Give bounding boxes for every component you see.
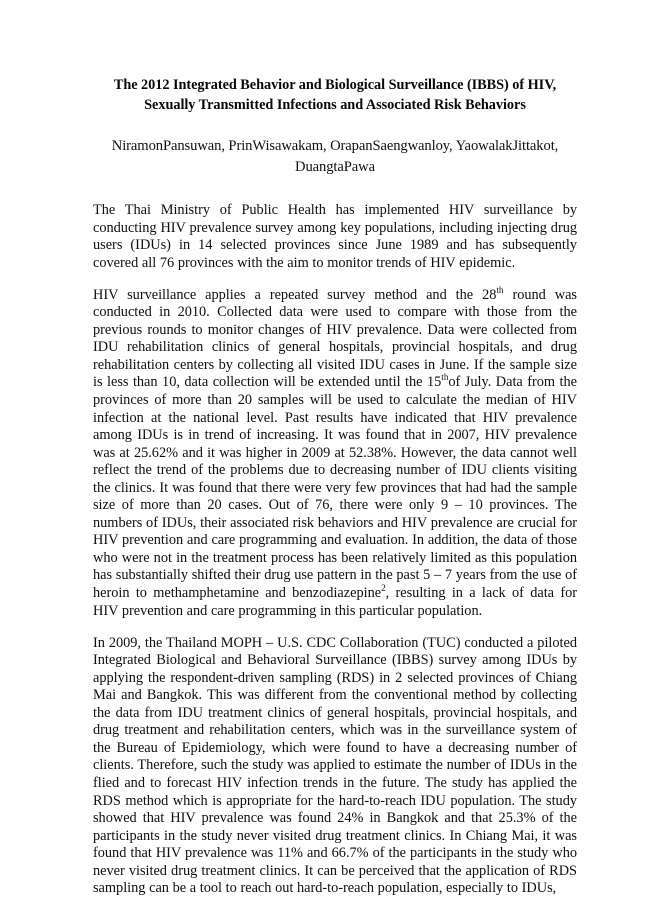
paragraph-2-segment-d: , resulting in a lack of data for HIV prevention and care programming in this particular population. — [93, 584, 577, 619]
body-paragraph-1: The Thai Ministry of Public Health has implemented HIV surveillance by conducting HIV prevalence survey among key populations, including injecting drug users (IDUs) in 14 selected provinces since June 1989 and has subsequently covered all 76 provinces with the aim to monitor trends of HIV epidemic. — [93, 202, 577, 271]
body-paragraph-3: In 2009, the Thailand MOPH – U.S. CDC Collaboration (TUC) conducted a piloted Integrated Biological and Behavioral Surveillance (IBBS) survey among IDUs by applying the respondent-driven sampling (RDS) in 2 selected provinces of Chiang Mai and Bangkok. This was different from the conventional method by collecting the data from IDU treatment clinics of general hospitals, provincial hospitals, and drug treatment and rehabilitation centers, which was in the surveillance system of the Bureau of Epidemiology, which were found to have a decreasing number of clients. Therefore, such the study was applied to estimate the number of IDUs in the flied and to forecast HIV infection trends in the future. The study has applied the RDS method which is appropriate for the hard-to-reach IDU population. The study showed that HIV prevalence was found 24% in Bangkok and that 25.3% of the participants in the study never visited drug treatment clinics. In Chiang Mai, it was found that HIV prevalence was 11% and 66.7% of the participants in the study who never visited drug treatment clinics. It can be perceived that the application of RDS sampling can be a tool to reach out hard-to-reach population, especially to IDUs, — [93, 634, 577, 897]
author-list-line-2: DuangtaPawa — [295, 158, 375, 175]
paper-title-line-2: Sexually Transmitted Infections and Associated Risk Behaviors — [144, 96, 526, 113]
paragraph-2-segment-a: HIV surveillance applies a repeated survey method and the 28 — [93, 286, 497, 303]
paragraph-2-segment-c: of July. Data from the provinces of more than 20 samples will be used to calculate the median of HIV infection at the national level. Past results have indicated that HIV prevalence among IDUs is in trend of increasing. It was found that in 2007, HIV prevalence was at 25.62% and it was higher in 2009 at 52.38%. However, the data cannot well reflect the trend of the problems due to decreasing number of IDU clients visiting the clinics. It was found that there were very few provinces that had had the sample size of more than 20 cases. Out of 76, there were only 9 – 10 provinces. The numbers of IDUs, their associated risk behaviors and HIV prevalence are crucial for HIV prevention and care programming and evaluation. In addition, the data of those who were not in the treatment process has been relatively limited as this population has substantially shifted their drug use pattern in the past 5 – 7 years from the use of heroin to methamphetamine and benzodiazepine — [93, 374, 577, 601]
paper-title — [93, 76, 577, 115]
page-content-column — [93, 0, 577, 898]
paper-title-line-1: The 2012 Integrated Behavior and Biological Surveillance (IBBS) of HIV, — [113, 77, 557, 93]
paragraph-2-segment-b: round was conducted in 2010. Collected data were used to compare with those from the previous rounds to monitor changes of HIV prevalence. Data were collected from IDU rehabilitation clinics of general hospitals, provincial hospitals, and drug rehabilitation centers by collecting all visited IDU cases in June. If the sample size is less than 10, data collection will be extended until the 15 — [93, 286, 577, 391]
footnote-marker-2: 2 — [381, 583, 386, 594]
author-list — [93, 136, 577, 177]
body-paragraph-2 — [93, 284, 577, 620]
author-list-line-1: NiramonPansuwan, PrinWisawakam, OrapanSaengwanloy, YaowalakJittakot, — [111, 138, 559, 154]
ordinal-suffix-15th: th — [441, 372, 449, 383]
ordinal-suffix-28th: th — [496, 284, 504, 295]
